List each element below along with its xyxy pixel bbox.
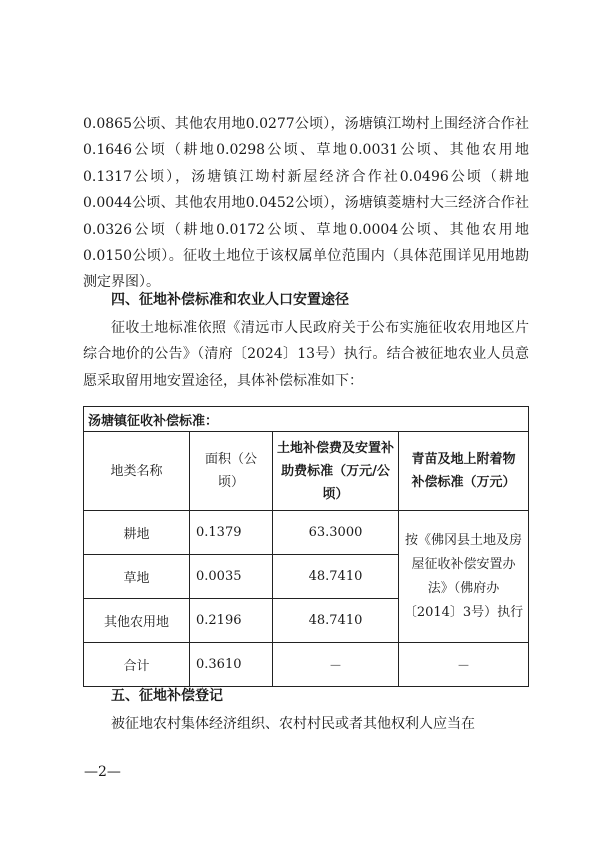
cell-fee: 48.7410: [273, 599, 399, 643]
cell-total-fee: －: [273, 643, 399, 687]
cell-area: 0.1379: [190, 511, 273, 555]
paragraph-compensation-basis: 征收土地标准依照《清远市人民政府关于公布实施征收农用地区片综合地价的公告》（清府〔2024〕13号）执行。结合被征地农业人员意愿采取留用地安置途径，具体补偿标准如下：: [83, 320, 529, 389]
cell-land-type: 草地: [84, 555, 190, 599]
cell-fee: 48.7410: [273, 555, 399, 599]
header-area: 面积（公顷）: [190, 432, 273, 511]
header-crop-compensation: 青苗及地上附着物补偿标准（万元）: [399, 432, 529, 511]
cell-total-crop: －: [399, 643, 529, 687]
compensation-table: [83, 406, 529, 687]
paragraph-registration: 被征地农村集体经济组织、农村村民或者其他权利人应当在: [111, 716, 475, 732]
table-caption: 汤塘镇征收补偿标准：: [84, 407, 529, 432]
header-land-compensation: 土地补偿费及安置补助费标准（万元/公顷）: [273, 432, 399, 511]
cell-total-area: 0.3610: [190, 643, 273, 687]
header-land-type: 地类名称: [84, 432, 190, 511]
cell-crop-note: 按《佛冈县土地及房屋征收补偿安置办法》（佛府办〔2014〕3号）执行: [399, 511, 529, 643]
table-row: [84, 511, 529, 555]
table-total-row: [84, 643, 529, 687]
cell-land-type: 其他农用地: [84, 599, 190, 643]
page-number: —2—: [84, 764, 121, 780]
paragraph-land-details: 0.0865公顷、其他农用地0.0277公顷），汤塘镇江坳村上围经济合作社0.1646公顷（耕地0.0298公顷、草地0.0031公顷、其他农用地0.1317公顷），汤塘镇江坳村新屋经济合作社0.0496公顷（耕地0.0044公顷、其他农用地0.0452公顷），汤塘镇菱塘村大三经济合作社0.0326公顷（耕地0.0172公顷、草地0.0004公顷、其他农用地0.0150公顷）。征收土地位于该权属单位范围内（具体范围详见用地勘测定界图）。: [83, 116, 529, 291]
cell-area: 0.2196: [190, 599, 273, 643]
cell-land-type: 耕地: [84, 511, 190, 555]
cell-area: 0.0035: [190, 555, 273, 599]
cell-fee: 63.3000: [273, 511, 399, 555]
cell-total-label: 合计: [84, 643, 190, 687]
section-heading-5: 五、征地补偿登记: [111, 688, 223, 704]
section-heading-4: 四、征地补偿标准和农业人口安置途径: [111, 292, 349, 308]
